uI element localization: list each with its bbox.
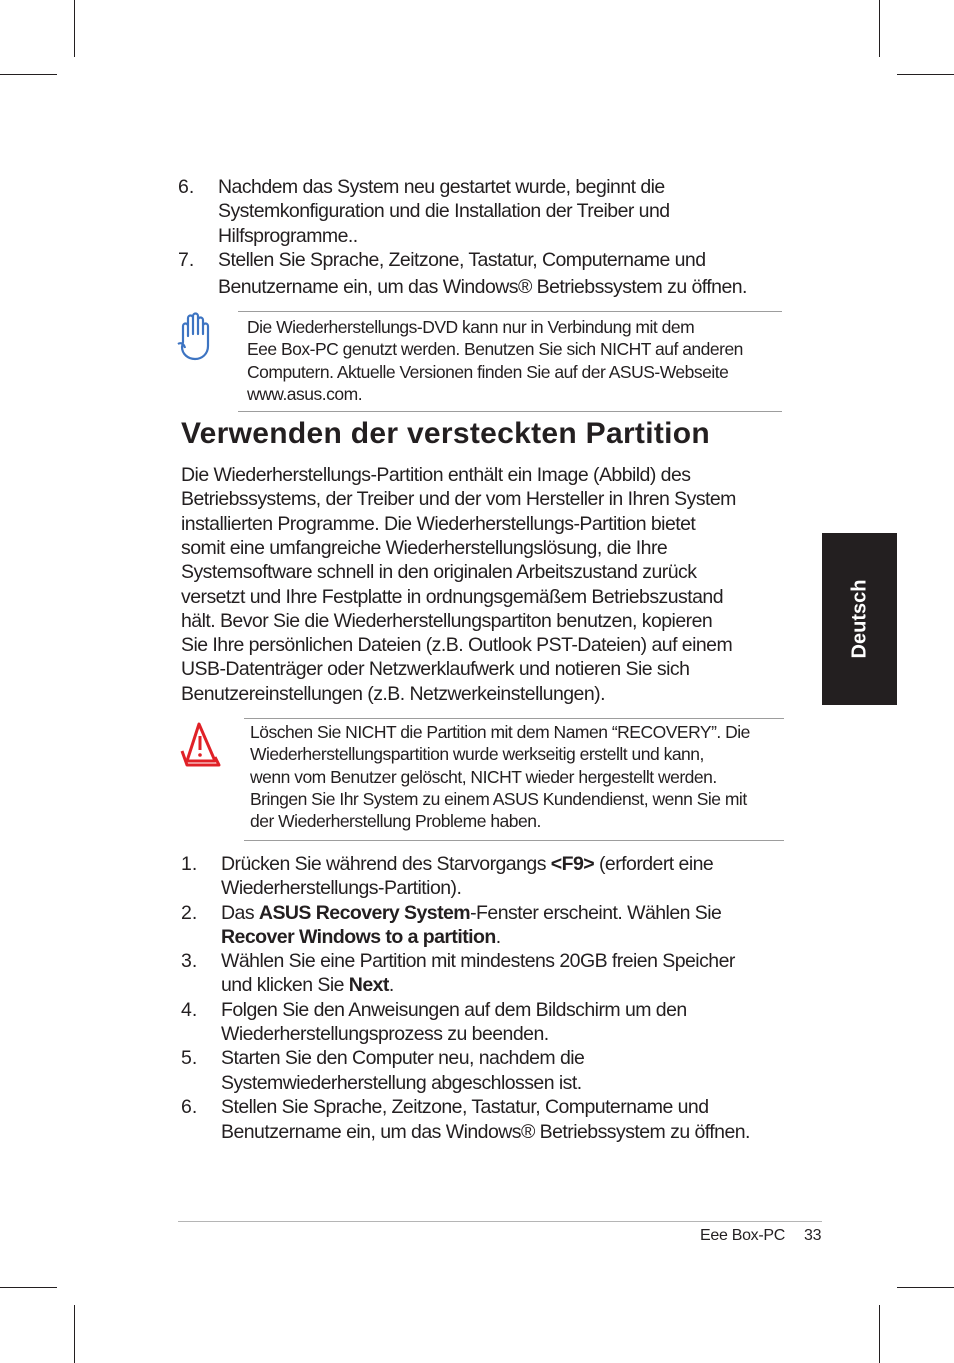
list-item-line xyxy=(218,248,706,272)
text-segment: Benutzername ein, um das Windows® Betriebssystem zu öffnen. xyxy=(218,276,747,298)
paragraph-line: hält. Bevor Sie die Wiederherstellungspartiton benutzen, kopieren xyxy=(181,609,713,632)
footer-product: Eee Box-PC xyxy=(700,1227,786,1244)
list-item-line xyxy=(218,199,670,223)
paragraph-line: Sie Ihre persönlichen Dateien (z.B. Outlook PST-Dateien) auf einem xyxy=(181,634,733,657)
warning-rule-bottom xyxy=(244,840,784,841)
text-segment: Stellen Sie Sprache, Zeitzone, Tastatur, Computername und xyxy=(218,249,706,271)
list-item-number: 2. xyxy=(181,902,198,924)
crop-mark xyxy=(879,1305,880,1363)
text-segment: Systemkonfiguration und die Installation der Treiber und xyxy=(218,200,670,222)
paragraph-line: Systemsoftware schnell in den originalen Arbeitszustand zurück xyxy=(181,561,697,584)
language-tab-label: Deutsch xyxy=(848,579,870,659)
text-segment: Folgen Sie den Anweisungen auf dem Bildschirm um den xyxy=(221,999,687,1021)
text-segment: -Fenster erscheint. Wählen Sie xyxy=(470,902,722,924)
text-segment: Benutzername ein, um das Windows® Betriebssystem zu öffnen. xyxy=(221,1121,750,1143)
footer-rule xyxy=(178,1221,822,1222)
crop-mark xyxy=(0,74,57,75)
list-item-line xyxy=(221,973,394,997)
list-item-line xyxy=(221,876,461,900)
language-tab xyxy=(822,533,897,705)
list-item-number: 3. xyxy=(181,950,198,972)
text-segment: Das xyxy=(221,902,259,924)
warning-line: wenn vom Benutzer gelöscht, NICHT wieder hergestellt werden. xyxy=(250,766,717,787)
list-item-line xyxy=(221,1071,582,1095)
warning-rule-top xyxy=(244,718,784,719)
text-segment: . xyxy=(388,974,394,996)
text-segment: Wiederherstellungsprozess zu beenden. xyxy=(221,1023,549,1045)
list-item-number: 4. xyxy=(181,999,198,1021)
list-item-number: 7. xyxy=(178,249,195,271)
paragraph-line: somit eine umfangreiche Wiederherstellungslösung, die Ihre xyxy=(181,536,668,559)
list-item-line xyxy=(218,224,358,248)
paragraph-line: USB-Datenträger oder Netzwerklaufwerk und notieren Sie sich xyxy=(181,658,690,681)
text-segment: Hilfsprogramme.. xyxy=(218,225,358,247)
crop-mark xyxy=(897,74,954,75)
list-item-number: 6. xyxy=(181,1096,198,1118)
list-item-line xyxy=(221,1120,750,1144)
note-line: www.asus.com. xyxy=(247,383,363,404)
warning-line: Löschen Sie NICHT die Partition mit dem Namen “RECOVERY”. Die xyxy=(250,722,750,742)
text-segment: Nachdem das System neu gestartet wurde, beginnt die xyxy=(218,176,665,198)
list-item-line xyxy=(221,901,721,925)
text-segment: Stellen Sie Sprache, Zeitzone, Tastatur, Computername und xyxy=(221,1096,709,1118)
text-segment: und klicken Sie xyxy=(221,974,349,996)
warning-line: Wiederherstellungspartition wurde werkseitig erstellt und kann, xyxy=(250,744,704,765)
text-segment: Starten Sie den Computer neu, nachdem die xyxy=(221,1047,585,1069)
warning-line: Bringen Sie Ihr System zu einem ASUS Kundendienst, wenn Sie mit xyxy=(250,788,747,809)
paragraph-line: Benutzereinstellungen (z.B. Netzwerkeinstellungen). xyxy=(181,682,605,705)
hand-stop-icon xyxy=(175,312,213,367)
list-item-line xyxy=(221,1022,549,1046)
list-item-line xyxy=(221,925,501,949)
paragraph-line: Betriebssystems, der Treiber und der vom Hersteller in Ihren System xyxy=(181,488,736,511)
list-item-number: 5. xyxy=(181,1047,198,1069)
bold-term: Recover Windows to a partition xyxy=(221,926,496,948)
text-segment: (erfordert eine xyxy=(594,853,714,875)
crop-mark xyxy=(879,0,880,57)
note-line: Die Wiederherstellungs-DVD kann nur in Verbindung mit dem xyxy=(247,317,695,337)
crop-mark xyxy=(0,1287,57,1288)
crop-mark xyxy=(74,1305,75,1363)
paragraph-line: versetzt und Ihre Festplatte in ordnungsgemäßem Betriebszustand xyxy=(181,585,723,608)
warning-line: der Wiederherstellung Probleme haben. xyxy=(250,811,541,832)
list-item-number: 1. xyxy=(181,853,198,875)
bold-term: Next xyxy=(348,974,389,996)
warning-triangle-icon xyxy=(179,721,223,774)
list-item-line xyxy=(218,275,747,299)
text-segment: Wählen Sie eine Partition mit mindestens 20GB freien Speicher xyxy=(221,950,735,972)
text-segment: Drücken Sie während des Starvorgangs xyxy=(221,853,551,875)
note-line: Eee Box-PC genutzt werden. Benutzen Sie sich NICHT auf anderen xyxy=(247,339,743,360)
list-item-line xyxy=(221,998,687,1022)
note-line: Computern. Aktuelle Versionen finden Sie auf der ASUS-Webseite xyxy=(247,361,729,382)
list-item-line xyxy=(221,1095,709,1119)
list-item-line xyxy=(221,1046,584,1070)
note-rule-top xyxy=(238,311,782,312)
text-segment: . xyxy=(495,926,501,948)
list-item-line xyxy=(221,852,713,876)
paragraph-line: Die Wiederherstellungs-Partition enthält ein Image (Abbild) des xyxy=(181,464,691,486)
text-segment: Systemwiederherstellung abgeschlossen ist. xyxy=(221,1072,582,1094)
bold-term: ASUS Recovery System xyxy=(258,902,471,924)
crop-mark xyxy=(74,0,75,57)
list-item-line xyxy=(218,175,665,199)
list-item-line xyxy=(221,949,735,973)
footer-page-number: 33 xyxy=(804,1227,822,1244)
note-rule-bottom xyxy=(238,411,782,412)
paragraph-line: installierten Programme. Die Wiederherstellungs-Partition bietet xyxy=(181,512,696,535)
bold-term: <F9> xyxy=(550,853,595,875)
list-item-number: 6. xyxy=(178,176,195,198)
text-segment: Wiederherstellungs-Partition). xyxy=(221,877,462,899)
section-heading: Verwenden der versteckten Partition xyxy=(181,417,711,450)
crop-mark xyxy=(897,1287,954,1288)
